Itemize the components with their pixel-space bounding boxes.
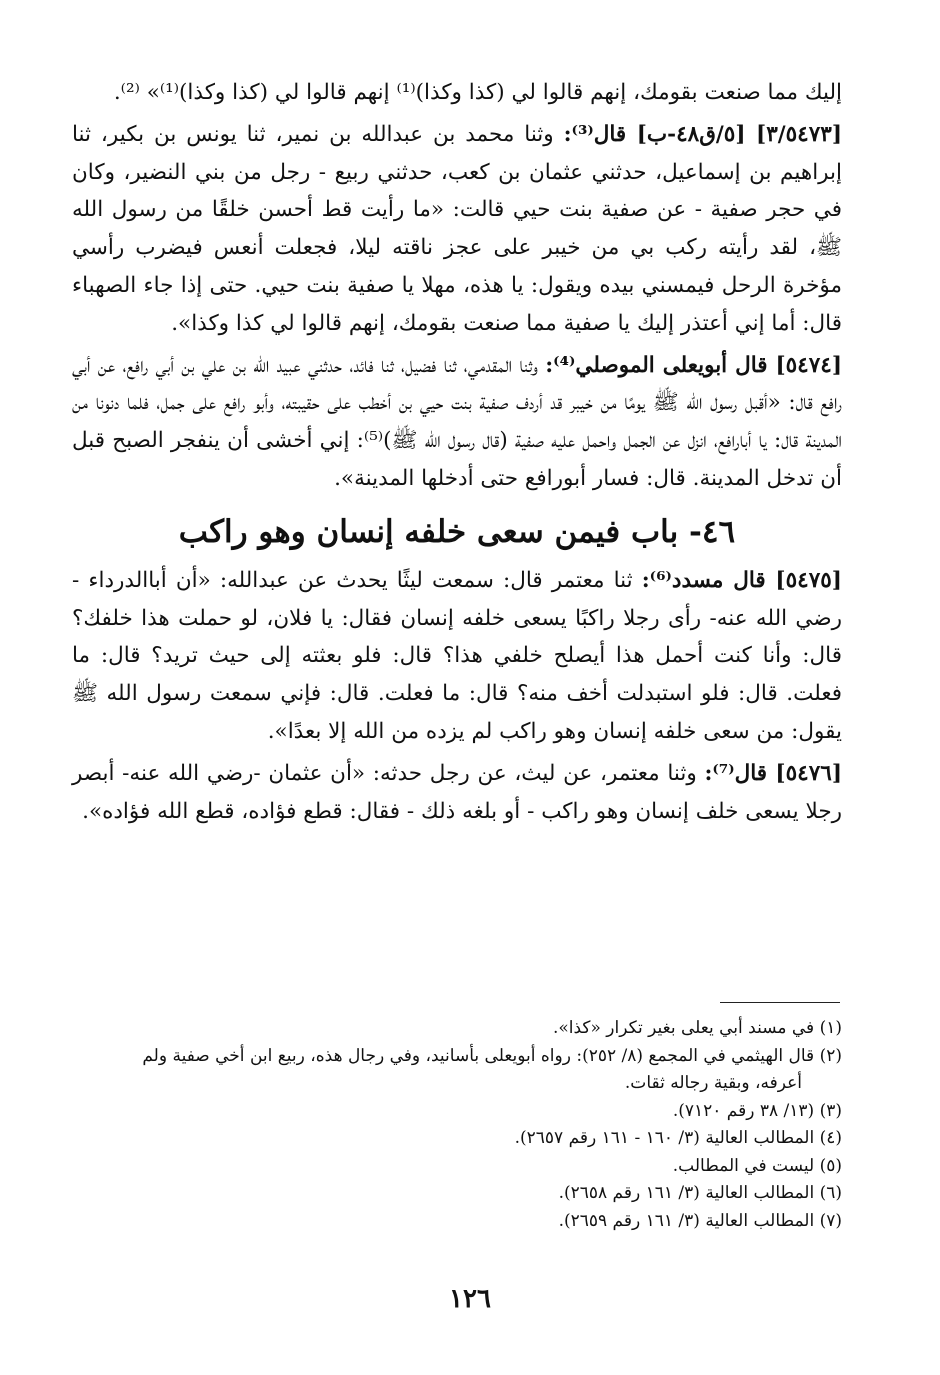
hadith-5474 <box>72 347 842 498</box>
chapter-title: ٤٦- باب فيمن سعى خلفه إنسان وهو راكب <box>178 513 736 550</box>
footnote-2: (٢) قال الهيثمي في المجمع (٨/ ٢٥٢): رواه أبويعلى بأسانيد، وفي رجال هذه، ربيع ابن أخي صفية ولم <box>142 1045 842 1066</box>
footnote-2-continuation: أعرفه، وبقية رجاله ثقات. <box>624 1073 802 1093</box>
footnote-divider <box>720 1002 840 1003</box>
footnote-3: (٣) (١٣/ ٣٨ رقم ٧١٢٠). <box>672 1100 842 1121</box>
hadith-5473-head: [٣/٥٤٧٣] [٥/ق٤٨-ب] قال⁽³⁾: <box>563 121 843 147</box>
hadith-5473 <box>72 116 842 343</box>
footnote-1: (١) في مسند أبي يعلى بغير تكرار «كذا». <box>552 1018 842 1038</box>
footnote-4: (٤) المطالب العالية (٣/ ١٦٠ - ١٦١ رقم ٢٦٥٧). <box>514 1128 842 1148</box>
hadith-5475-text: ثنا معتمر قال: سمعت ليثًا يحدث عن عبدالله: «أن أباالدرداء - رضي الله عنه- رأى رجلا راكبًا يسعى خلفه إنسان فقال: يا فلان، لو حملت هذا خلفك؟ قال: وأنا كنت أحمل هذا أيصلح خلفي هذا؟ قال: فلو بعثته إلى حيث تريد؟ قال: ما فعلت. قال: فلو استبدلت أخف منه؟ قال: ما فعلت. قال: فإني سمعت رسول الله ﷺ يقول: من سعى خلفه إنسان وهو راكب لم يزده من الله إلا بعدًا». <box>72 567 842 744</box>
hadith-5476-head: [٥٤٧٦] قال⁽⁷⁾: <box>704 760 842 786</box>
page-number: ١٢٦ <box>449 1284 491 1314</box>
opening-paragraph: إليك مما صنعت بقومك، إنهم قالوا لي (كذا وكذا)⁽¹⁾ إنهم قالوا لي (كذا وكذا)⁽¹⁾» ⁽²⁾. <box>113 80 842 105</box>
footnote-5: (٥) ليست في المطالب. <box>672 1155 842 1176</box>
hadith-5475 <box>72 562 842 751</box>
hadith-5474-head: [٥٤٧٤] قال أبويعلى الموصلي⁽⁴⁾: <box>545 352 843 378</box>
footnote-6: (٦) المطالب العالية (٣/ ١٦١ رقم ٢٦٥٨). <box>558 1183 842 1203</box>
hadith-5476 <box>72 755 842 831</box>
hadith-5473-text: وثنا محمد بن عبدالله بن نمير، ثنا يونس بن بكير، ثنا إبراهيم بن إسماعيل، حدثني عثمان بن كعب، حدثني ربيع - رجل من بني النضير، وكان في حجر صفية - عن صفية بنت حيي قالت: «ما رأيت قط أحسن خلقًا من رسول الله ﷺ، لقد رأيته ركب بي من خيبر على عجز ناقته ليلا، فجعلت أنعس فيضرب رأسي مؤخرة الرحل فيمسني بيده ويقول: يا هذه، مهلا يا صفية بنت حيي. حتى إذا جاء الصهباء قال: أما إني أعتذر إليك يا صفية مما صنعت بقومك، إنهم قالوا لي كذا وكذا». <box>72 121 842 336</box>
main-text <box>72 74 842 834</box>
hadith-5476-text: وثنا معتمر، عن ليث، عن رجل حدثه: «أن عثمان -رضي الله عنه- أبصر رجلا يسعى خلف إنسان وهو راكب - أو بلغه ذلك - فقال: قطع فؤاده، قطع الله فؤاده». <box>72 760 842 824</box>
hadith-5475-head: [٥٤٧٥] قال مسدد⁽⁶⁾: <box>641 567 842 593</box>
hadith-5474-text: وثنا المقدمي، ثنا فضيل، ثنا فائد، حدثني عبيد الله بن علي بن أبي رافع، عن أبي رافع قال: «أقبل رسول الله ﷺ يومًا من خيبر قد أردف صفية بنت حيي بن أخطب على حقيبته، وأبو رافع على جمل، فلما دنونا من المدينة قال: يا أبارافع، انزل عن الجمل واحمل عليه صفية (قال رسول الله ﷺ)⁽⁵⁾: إني أخشى أن ينفجر الصبح قبل أن تدخل المدينة. قال: فسار أبورافع حتى أدخلها المدينة». <box>72 352 842 491</box>
footnote-7: (٧) المطالب العالية (٣/ ١٦١ رقم ٢٦٥٩). <box>558 1210 842 1231</box>
footnotes <box>72 1015 842 1235</box>
